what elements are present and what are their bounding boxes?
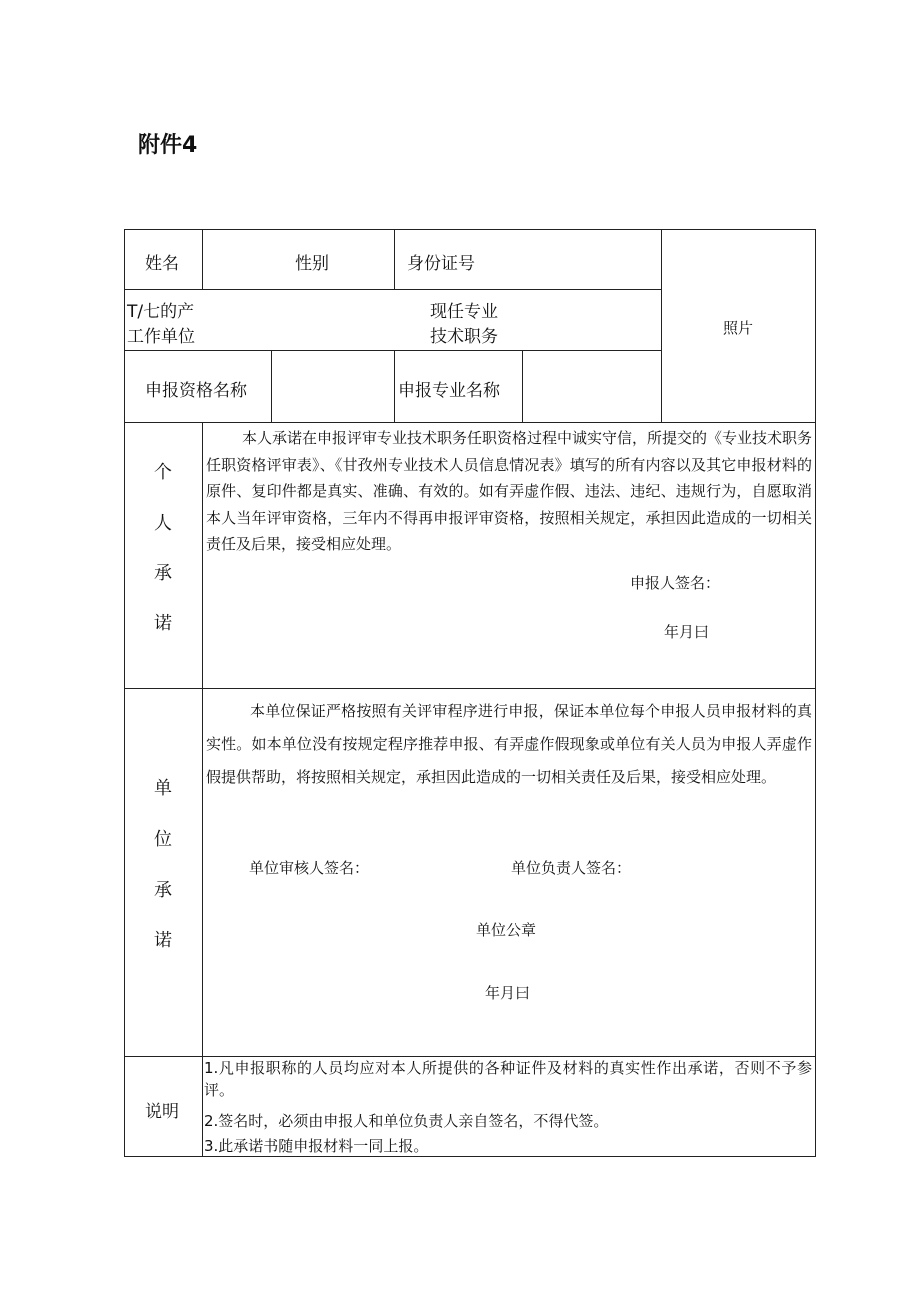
unit-label-line2: 工作单位 [127, 327, 195, 347]
notes-label: 说明 [145, 1102, 179, 1122]
reviewer-signature-label: 单位审核人签名： [249, 859, 370, 877]
personal-side-label-4: 诺 [154, 613, 172, 634]
personal-commitment-text: 本人承诺在申报评审专业技术职务任职资格过程中诚实守信，所提交的《专业技术职务任职资格评审表》、《甘孜州专业技术人员信息情况表》填写的所有内容以及其它申报材料的原件、复印件都是真实、准确、有效的。如有弄虚作假、违法、违纪、违规行为，自愿取消本人当年评审资格，三年内不得再申报评审资格，按照相关规定，承担因此造成的一切相关责任及后果，接受相应处理。 [206, 429, 813, 553]
personal-date-label: 年月曰 [664, 623, 710, 641]
leader-signature-label: 单位负责人签名： [511, 859, 632, 877]
unit-seal-label: 单位公章 [476, 921, 537, 939]
unit-side-label-4: 诺 [154, 930, 172, 951]
title-label-line1: 现任专业 [430, 302, 498, 322]
notes-item-3: 3.此承诺书随申报材料一同上报。 [204, 1137, 429, 1155]
unit-date-label: 年月曰 [485, 984, 531, 1002]
gender-label: 性别 [295, 254, 329, 274]
unit-side-label-2: 位 [154, 829, 172, 850]
notes-item-2: 2.签名时，必须由申报人和单位负责人亲自签名，不得代签。 [204, 1112, 609, 1130]
unit-label-line1: T/七的产 [127, 302, 195, 322]
title-label-line2: 技术职务 [430, 327, 498, 347]
specialty-label: 申报专业名称 [398, 381, 500, 401]
notes-item-1: 1.凡申报职称的人员均应对本人所提供的各种证件及材料的真实性作出承诺，否则不予参评。 [204, 1059, 812, 1099]
personal-side-label-1: 个 [154, 462, 172, 483]
unit-side-label-1: 单 [154, 778, 172, 799]
personal-side-label-3: 承 [154, 563, 172, 584]
unit-side-label-3: 承 [154, 880, 172, 901]
qualification-label: 申报资格名称 [145, 381, 247, 401]
unit-commitment-text: 本单位保证严格按照有关评审程序进行申报，保证本单位每个申报人员申报材料的真实性。如本单位没有按规定程序推荐申报、有弄虚作假现象或单位有关人员为申报人弄虚作假提供帮助，将按照相关规定，承担因此造成的一切相关责任及后果，接受相应处理。 [206, 702, 812, 786]
photo-label: 照片 [723, 319, 754, 337]
applicant-signature-label: 申报人签名： [630, 574, 721, 592]
id-number-label: 身份证号 [407, 254, 475, 274]
name-label: 姓名 [145, 254, 179, 274]
personal-side-label-2: 人 [154, 513, 172, 534]
page-heading: 附件4 [138, 133, 198, 158]
